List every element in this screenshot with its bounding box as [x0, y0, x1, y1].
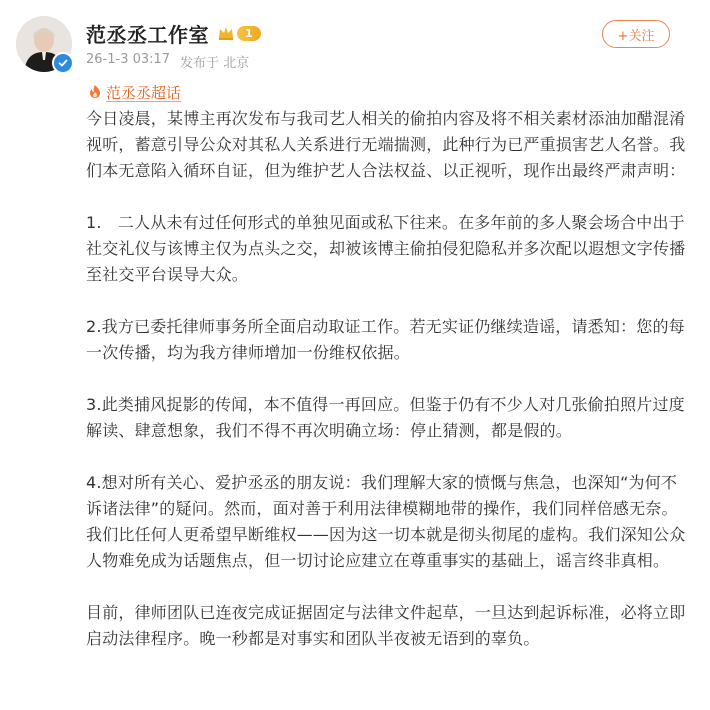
- post-location: 发布于 北京: [180, 56, 250, 71]
- follow-label: +关注: [617, 28, 655, 44]
- post-content: [86, 80, 690, 652]
- follow-button[interactable]: [602, 20, 670, 48]
- vip-badge[interactable]: [217, 24, 261, 42]
- username[interactable]: 范丞丞工作室: [86, 22, 209, 47]
- post-body: [86, 106, 690, 652]
- paragraph-intro: 今日凌晨，某博主再次发布与我司艺人相关的偷拍内容及将不相关素材添油加醋混淆视听，蓄意引导公众对其私人关系进行无端揣测，此种行为已严重损害艺人名誉。我们本无意陷入循环自证，但为维护艺人合法权益、以正视听，现作出最终严肃声明：: [86, 109, 686, 180]
- supertopic-link[interactable]: [86, 80, 690, 104]
- verified-check-icon: [52, 52, 74, 74]
- post-timestamp[interactable]: 26-1-3 03:17: [86, 52, 171, 67]
- supertopic-label: 范丞丞超话: [106, 83, 182, 102]
- post-meta: [86, 52, 249, 71]
- paragraph-point-2: 2.我方已委托律师事务所全面启动取证工作。若无实证仍继续造谣，请悉知：您的每一次传播，均为我方律师增加一份维权依据。: [86, 317, 685, 362]
- vip-level: 1: [237, 26, 261, 41]
- paragraph-point-4: 4.想对所有关心、爱护丞丞的朋友说：我们理解大家的愤慨与焦急，也深知“为何不诉诸法律”的疑问。然而，面对善于利用法律模糊地带的操作，我们同样倍感无奈。我们比任何人更希望早断维权——因为这一切本就是彻头彻尾的虚构。我们深知公众人物难免成为话题焦点，但一切讨论应建立在尊重事实的基础上，谣言终非真相。: [86, 473, 686, 570]
- paragraph-conclusion: 目前，律师团队已连夜完成证据固定与法律文件起草，一旦达到起诉标准，必将立即启动法律程序。晚一秒都是对事实和团队半夜被无语到的辜负。: [86, 603, 686, 648]
- supertopic-icon: [86, 83, 104, 101]
- name-row: [86, 20, 261, 46]
- crown-icon: [217, 25, 235, 41]
- paragraph-point-3: 3.此类捕风捉影的传闻，本不值得一再回应。但鉴于仍有不少人对几张偷拍照片过度解读、肆意想象，我们不得不再次明确立场：停止猜测，都是假的。: [86, 395, 685, 440]
- avatar[interactable]: [16, 16, 72, 72]
- paragraph-point-1: 1. 二人从未有过任何形式的单独见面或私下往来。在多年前的多人聚会场合中出于社交礼仪与该博主仅为点头之交，却被该博主偷拍侵犯隐私并多次配以遐想文字传播至社交平台误导大众。: [86, 213, 686, 284]
- post-header: [0, 0, 710, 80]
